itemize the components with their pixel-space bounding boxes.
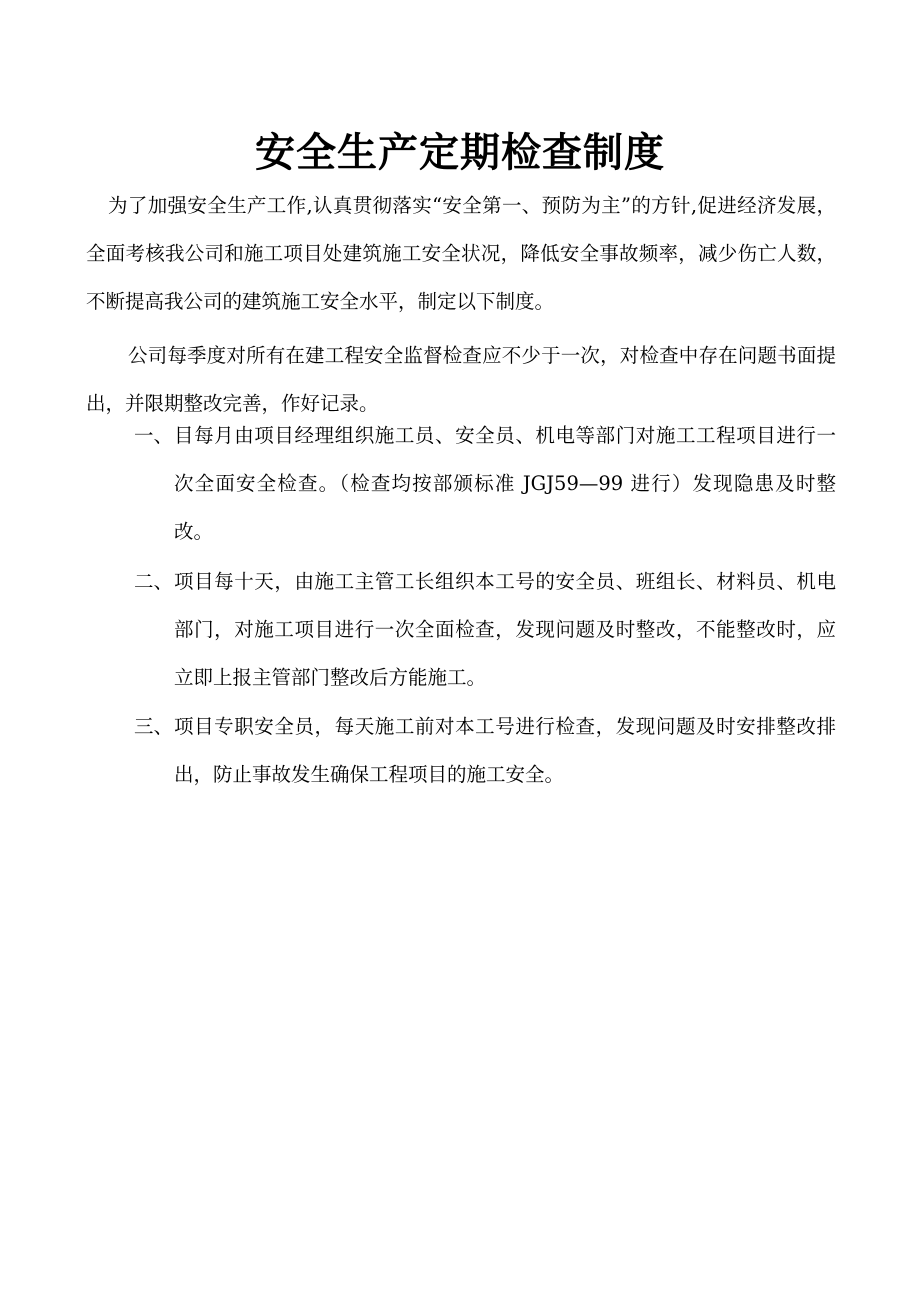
item-number: 三、 <box>134 715 174 738</box>
numbered-item-1 <box>134 412 836 556</box>
item-text: 项目每十天，由施工主管工长组织本工号的安全员、班组长、材料员、机电部门，对施工项目进行一次全面检查，发现问题及时整改，不能整改时，应立即上报主管部门整改后方能施工。 <box>174 570 836 689</box>
quarterly-inspection-paragraph: 公司每季度对所有在建工程安全监督检查应不少于一次，对检查中存在问题书面提出，并限期整改完善，作好记录。 <box>86 343 836 415</box>
item-text: 项目专职安全员，每天施工前对本工号进行检查，发现问题及时安排整改排出，防止事故发生确保工程项目的施工安全。 <box>174 715 836 786</box>
numbered-item-3 <box>134 703 836 799</box>
item-number: 二、 <box>134 570 174 593</box>
intro-paragraph: 为了加强安全生产工作,认真贯彻落实“安全第一、预防为主”的方针,促进经济发展，全面考核我公司和施工项目处建筑施工安全状况，降低安全事故频率，减少伤亡人数，不断提高我公司的建筑施工安全水平，制定以下制度。 <box>86 193 836 313</box>
document-title: 安全生产定期检查制度 <box>255 128 665 176</box>
item-number: 一、 <box>134 424 174 447</box>
numbered-item-2 <box>134 558 836 702</box>
item-text: 目每月由项目经理组织施工员、安全员、机电等部门对施工工程项目进行一次全面安全检查。（检查均按部颁标准 JGJ59—99 进行）发现隐患及时整改。 <box>174 424 836 543</box>
